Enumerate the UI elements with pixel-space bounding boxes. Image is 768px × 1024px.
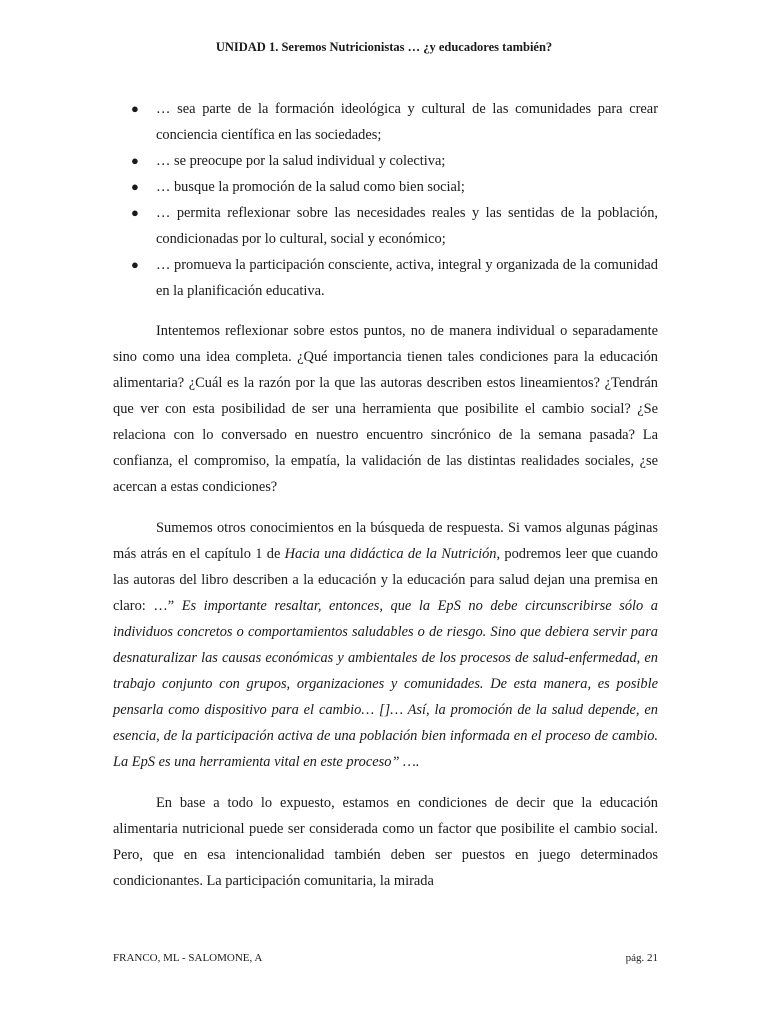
bullet-icon: ●: [131, 257, 139, 272]
paragraph-reflection: Intentemos reflexionar sobre estos puntos, no de manera individual o separadamente sino como una idea completa. ¿Qué importancia tienen tales condiciones para la educación alimentaria? ¿Cuál es la razón por la que las autoras describen estos lineamientos? ¿Tendrán que ver con esta posibilidad de ser una herramienta que posibilite el cambio social? ¿Se relaciona con lo conversado en nuestro encuentro sincrónico de la semana pasada? La confianza, el compromiso, la empatía, la validación de las distintas realidades sociales, ¿se acercan a estas condiciones?: [113, 323, 658, 495]
bullet-list: [113, 96, 658, 304]
bullet-item: ● … se preocupe por la salud individual y colectiva;: [113, 148, 658, 174]
bullet-item: ● … sea parte de la formación ideológica y cultural de las comunidades para crear conciencia científica en las sociedades;: [113, 96, 658, 148]
footer-authors: FRANCO, ML - SALOMONE, A: [113, 952, 263, 964]
bullet-item: ● … promueva la participación consciente, activa, integral y organizada de la comunidad en la planificación educativa.: [113, 252, 658, 304]
paragraph-conclusion: En base a todo lo expuesto, estamos en condiciones de decir que la educación alimentaria nutricional puede ser considerada como un factor que posibilite el cambio social. Pero, que en esa intencionalidad también deben ser puestos en juego determinados condicionantes. La participación comunitaria, la mirada: [113, 795, 658, 889]
bullet-icon: ●: [131, 205, 139, 220]
bullet-icon: ●: [131, 179, 139, 194]
paragraph-knowledge: Sumemos otros conocimientos en la búsqueda de respuesta. Si vamos algunas páginas más atrás en el capítulo 1 de Hacia una didáctica de la Nutrición, podremos leer que cuando las autoras del libro describen a la educación y la educación para salud dejan una premisa en claro: …” Es importante resaltar, entonces, que la EpS no debe circunscribirse sólo a individuos concretos o comportamientos saludables o de riesgo. Sino que debiera servir para desnaturalizar las causas económicas y ambientales de los procesos de salud-enfermedad, en trabajo conjunto con grupos, organizaciones y comunidades. De esta manera, es posible pensarla como dispositivo para el cambio… []… Así, la promoción de la salud depende, en esencia, de la participación activa de una población bien informada en el proceso de cambio. La EpS es una herramienta vital en este proceso” ….: [113, 520, 658, 770]
page-body: [113, 96, 658, 894]
bullet-item: ● … busque la promoción de la salud como bien social;: [113, 174, 658, 200]
bullet-icon: ●: [131, 101, 139, 116]
book-title: Hacia una didáctica de la Nutrición,: [284, 546, 501, 562]
page-header: UNIDAD 1. Seremos Nutricionistas … ¿y educadores también?: [215, 40, 553, 54]
bullet-icon: ●: [131, 153, 139, 168]
bullet-item: ● … permita reflexionar sobre las necesidades reales y las sentidas de la población, condicionadas por lo cultural, social y económico;: [113, 200, 658, 252]
quote: Es importante resaltar, entonces, que la EpS no debe circunscribirse sólo a individuos concretos o comportamientos saludables o de riesgo. Sino que debiera servir para desnaturalizar las causas económicas y ambientales de los procesos de salud-enfermedad, en trabajo conjunto con grupos, organizaciones y comunidades. De esta manera, es posible pensarla como dispositivo para el cambio… []… Así, la promoción de la salud depende, en esencia, de la participación activa de una población bien informada en el proceso de cambio. La EpS es una herramienta vital en este proceso” ….: [113, 598, 658, 770]
page-number: pág. 21: [625, 952, 658, 964]
